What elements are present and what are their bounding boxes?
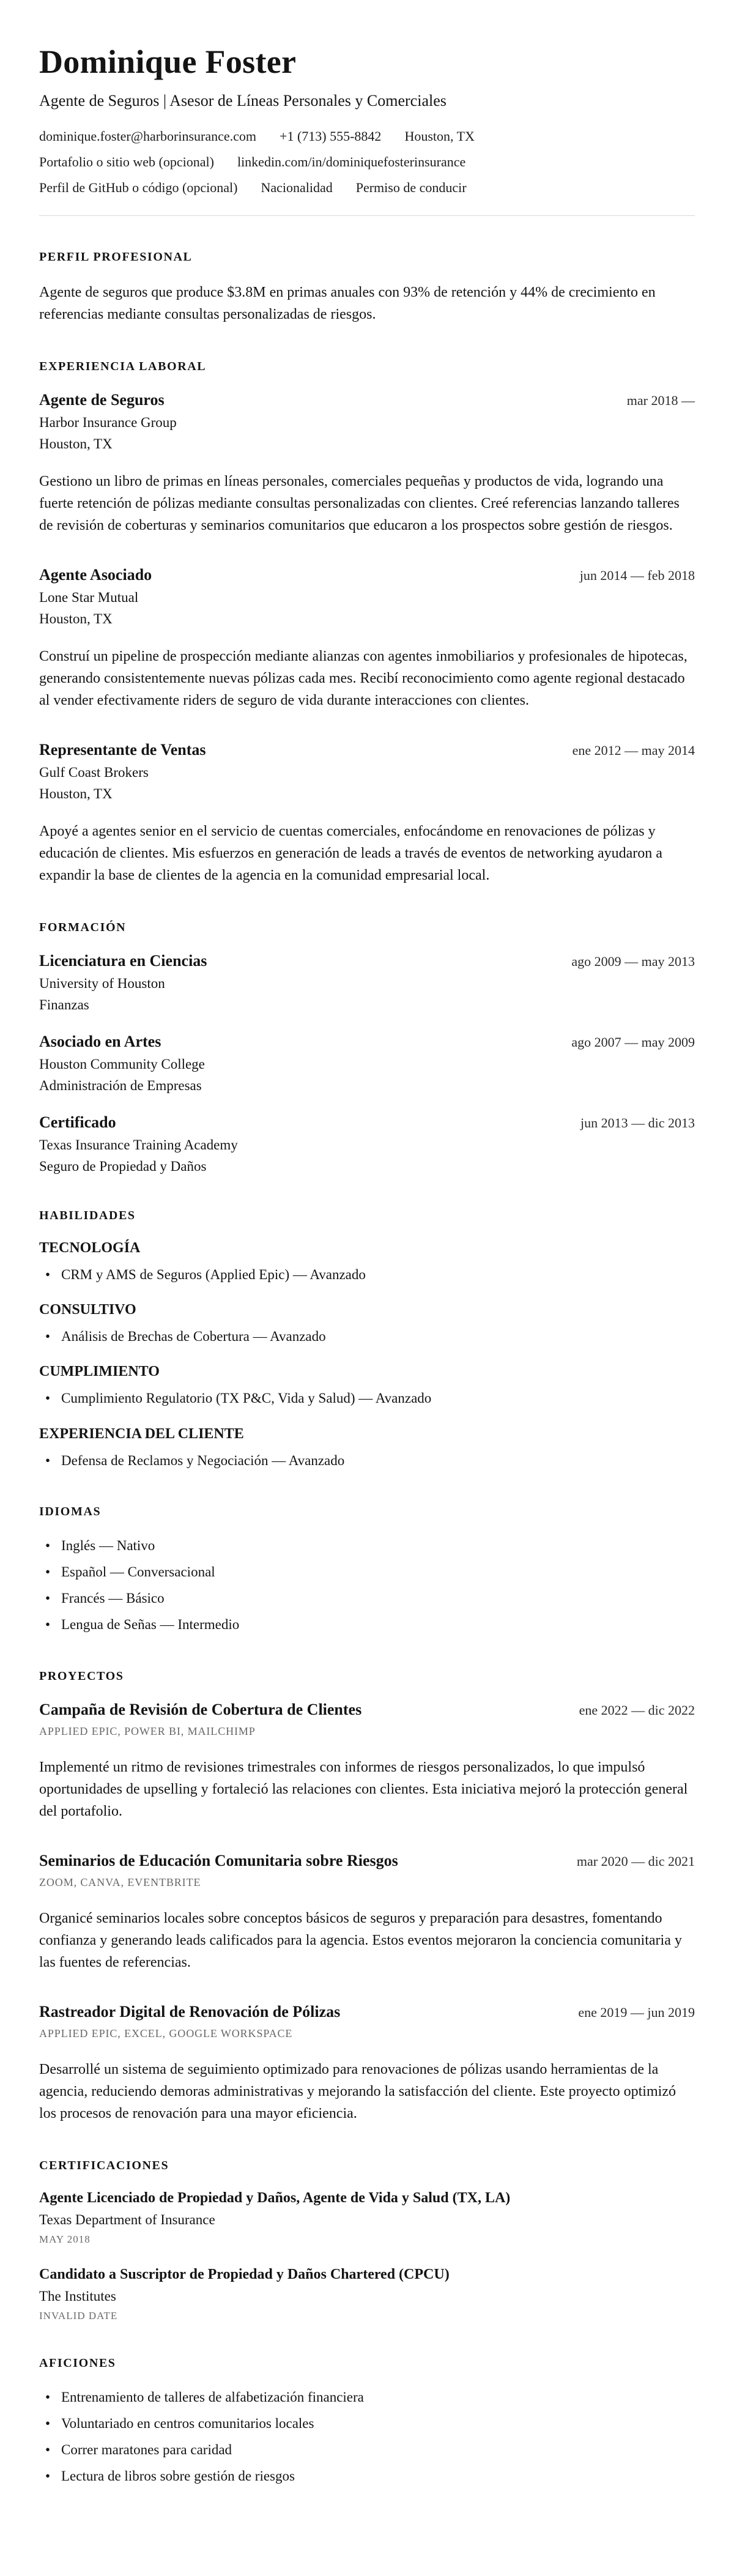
project-entry <box>39 1701 695 1822</box>
section-certifications <box>39 2159 695 2322</box>
skills-heading: HABILIDADES <box>39 1209 136 1222</box>
profile-heading: PERFIL PROFESIONAL <box>39 250 193 264</box>
project-description: Organicé seminarios locales sobre conceptos básicos de seguros y preparación para desastres, fomentando confianza y generando leads calificados para la agencia. Estos eventos mejoraron la conciencia comunitaria y las fuentes de referencias. <box>39 1910 682 1970</box>
skill-item: • Defensa de Reclamos y Negociación — Avanzado <box>45 1451 695 1471</box>
skill-list <box>39 1389 695 1408</box>
skill-category-name: CUMPLIMIENTO <box>39 1364 160 1380</box>
contact-row-primary <box>39 128 695 144</box>
certification-entry <box>39 2266 695 2322</box>
skill-category <box>39 1426 695 1471</box>
experience-entry <box>39 566 695 711</box>
project-tools: ZOOM, CANVA, EVENTBRITE <box>39 1876 201 1888</box>
phone-text: +1 (713) 555-8842 <box>280 128 382 144</box>
skill-list <box>39 1327 695 1346</box>
project-entry-head <box>39 2003 695 2021</box>
hobbies-heading: AFICIONES <box>39 2356 116 2370</box>
job-location: Houston, TX <box>39 436 113 451</box>
language-item: • Francés — Básico <box>45 1589 695 1608</box>
education-entry-head <box>39 952 695 970</box>
job-title: Agente de Seguros <box>39 391 165 409</box>
education-entry <box>39 1033 695 1094</box>
certification-date: INVALID DATE <box>39 2309 118 2322</box>
experience-entry-head <box>39 391 695 409</box>
experience-entry-head <box>39 741 695 759</box>
education-entry <box>39 1113 695 1175</box>
certification-title: Agente Licenciado de Propiedad y Daños, Agente de Vida y Salud (TX, LA) <box>39 2189 511 2206</box>
job-description: Construí un pipeline de prospección mediante alianzas con agentes inmobiliarios y profesionales de hipotecas, generando consistentemente nuevas pólizas cada mes. Recibí reconocimiento como agente regional destacado al vender efectivamente riders de seguro de vida durante interacciones con clientes. <box>39 648 688 708</box>
nationality-placeholder-text: Nacionalidad <box>261 180 333 195</box>
candidate-title: Agente de Seguros | Asesor de Líneas Personales y Comerciales <box>39 92 447 109</box>
hobby-list <box>39 2388 695 2487</box>
language-list <box>39 1536 695 1635</box>
education-heading: FORMACIÓN <box>39 921 127 934</box>
experience-heading: EXPERIENCIA LABORAL <box>39 360 207 373</box>
experience-entry <box>39 741 695 886</box>
section-education <box>39 921 695 1175</box>
job-company: Lone Star Mutual <box>39 590 139 605</box>
project-title: Seminarios de Educación Comunitaria sobre Riesgos <box>39 1851 398 1869</box>
degree-dates: jun 2013 — dic 2013 <box>580 1115 695 1130</box>
job-title: Agente Asociado <box>39 566 152 584</box>
skill-list <box>39 1265 695 1285</box>
project-dates: ene 2019 — jun 2019 <box>578 2004 695 2020</box>
certifications-heading: CERTIFICACIONES <box>39 2158 169 2172</box>
hobby-item: • Voluntariado en centros comunitarios locales <box>45 2414 695 2433</box>
school-name: Houston Community College <box>39 1056 205 1072</box>
language-item: • Español — Conversacional <box>45 1562 695 1582</box>
certification-issuer: The Institutes <box>39 2288 116 2304</box>
certification-title: Candidato a Suscriptor de Propiedad y Daños Chartered (CPCU) <box>39 2266 450 2282</box>
hobby-item: • Lectura de libros sobre gestión de riesgos <box>45 2467 695 2486</box>
section-projects <box>39 1669 695 2125</box>
driving-permit-placeholder-text: Permiso de conducir <box>355 180 467 195</box>
project-entry <box>39 1852 695 1973</box>
contact-row-links <box>39 154 695 170</box>
skill-item: • CRM y AMS de Seguros (Applied Epic) — Avanzado <box>45 1265 695 1285</box>
skill-category-name: CONSULTIVO <box>39 1302 136 1318</box>
location-text: Houston, TX <box>404 128 475 144</box>
education-entry-head <box>39 1033 695 1051</box>
project-title: Campaña de Revisión de Cobertura de Clientes <box>39 1700 362 1718</box>
languages-heading: IDIOMAS <box>39 1504 102 1518</box>
section-hobbies <box>39 2356 695 2487</box>
github-placeholder-text: Perfil de GitHub o código (opcional) <box>39 180 238 195</box>
linkedin-text: linkedin.com/in/dominiquefosterinsurance <box>237 154 466 169</box>
project-entry <box>39 2003 695 2125</box>
skill-category-name: EXPERIENCIA DEL CLIENTE <box>39 1425 244 1442</box>
project-tools: APPLIED EPIC, EXCEL, GOOGLE WORKSPACE <box>39 2027 293 2040</box>
job-dates: mar 2018 — <box>626 393 695 408</box>
skill-item: • Análisis de Brechas de Cobertura — Avanzado <box>45 1327 695 1346</box>
job-company: Gulf Coast Brokers <box>39 765 149 780</box>
experience-entry-head <box>39 566 695 584</box>
project-entry-head <box>39 1701 695 1719</box>
job-company: Harbor Insurance Group <box>39 415 177 430</box>
profile-text: Agente de seguros que produce $3.8M en primas anuales con 93% de retención y 44% de crecimiento en referencias mediante consultas personalizadas de riesgos. <box>39 284 656 322</box>
job-description: Gestiono un libro de primas en líneas personales, comerciales pequeñas y productos de vida, logrando una fuerte retención de pólizas mediante consultas personalizadas con clientes. Creé referencias lanzando talleres de revisión de coberturas y seminarios comunitarios que educaron a los prospectos sobre gestión de riesgos. <box>39 473 680 533</box>
job-description: Apoyé a agentes senior en el servicio de cuentas comerciales, enfocándome en renovaciones de pólizas y educación de clientes. Mis esfuerzos en generación de leads a través de eventos de networking ayudaron a expandir la base de clientes de la agencia en la comunidad empresarial local. <box>39 823 662 883</box>
job-dates: ene 2012 — may 2014 <box>572 743 695 758</box>
field-of-study: Administración de Empresas <box>39 1078 202 1093</box>
certification-date: MAY 2018 <box>39 2233 91 2245</box>
resume-header <box>39 43 695 216</box>
education-entry <box>39 952 695 1013</box>
section-languages <box>39 1505 695 1635</box>
project-title: Rastreador Digital de Renovación de Pólizas <box>39 2002 341 2021</box>
degree-title: Certificado <box>39 1113 116 1131</box>
skill-item: • Cumplimiento Regulatorio (TX P&C, Vida y Salud) — Avanzado <box>45 1389 695 1408</box>
contact-row-extra <box>39 180 695 196</box>
degree-title: Licenciatura en Ciencias <box>39 952 207 970</box>
degree-title: Asociado en Artes <box>39 1033 161 1050</box>
certification-entry <box>39 2190 695 2246</box>
degree-dates: ago 2009 — may 2013 <box>571 954 695 969</box>
skill-category <box>39 1364 695 1408</box>
project-dates: mar 2020 — dic 2021 <box>576 1853 695 1869</box>
language-item: • Lengua de Señas — Intermedio <box>45 1615 695 1635</box>
skill-list <box>39 1451 695 1471</box>
section-skills <box>39 1209 695 1471</box>
hobby-item: • Entrenamiento de talleres de alfabetización financiera <box>45 2388 695 2407</box>
section-experience <box>39 360 695 886</box>
project-description: Implementé un ritmo de revisiones trimestrales con informes de riesgos personalizados, lo que impulsó oportunidades de upselling y fortaleció las relaciones con clientes. Esta iniciativa mejoró la protección general del portafolio. <box>39 1759 688 1819</box>
education-entry-head <box>39 1113 695 1132</box>
hobby-item: • Correr maratones para caridad <box>45 2440 695 2460</box>
project-tools: APPLIED EPIC, POWER BI, MAILCHIMP <box>39 1724 256 1737</box>
degree-dates: ago 2007 — may 2009 <box>571 1034 695 1050</box>
job-title: Representante de Ventas <box>39 741 206 759</box>
project-entry-head <box>39 1852 695 1870</box>
school-name: University of Houston <box>39 976 165 991</box>
skill-category <box>39 1240 695 1285</box>
job-dates: jun 2014 — feb 2018 <box>579 568 695 583</box>
projects-heading: PROYECTOS <box>39 1669 124 1683</box>
certification-issuer: Texas Department of Insurance <box>39 2211 215 2227</box>
email-text: dominique.foster@harborinsurance.com <box>39 128 257 144</box>
section-profile <box>39 250 695 325</box>
website-placeholder-text: Portafolio o sitio web (opcional) <box>39 154 214 169</box>
project-dates: ene 2022 — dic 2022 <box>579 1702 695 1718</box>
skill-category-name: TECNOLOGÍA <box>39 1240 141 1256</box>
skill-category <box>39 1302 695 1346</box>
project-description: Desarrollé un sistema de seguimiento optimizado para renovaciones de pólizas usando herramientas de la agencia, reduciendo demoras administrativas y mejorando la satisfacción del cliente. Este proyecto optimizó los procesos de renovación para una mayor eficiencia. <box>39 2061 676 2121</box>
candidate-name: Dominique Foster <box>39 43 297 80</box>
job-location: Houston, TX <box>39 611 113 626</box>
field-of-study: Seguro de Propiedad y Daños <box>39 1159 207 1174</box>
header-divider <box>39 215 695 216</box>
job-location: Houston, TX <box>39 786 113 801</box>
school-name: Texas Insurance Training Academy <box>39 1137 238 1153</box>
language-item: • Inglés — Nativo <box>45 1536 695 1556</box>
experience-entry <box>39 391 695 536</box>
field-of-study: Finanzas <box>39 997 89 1012</box>
